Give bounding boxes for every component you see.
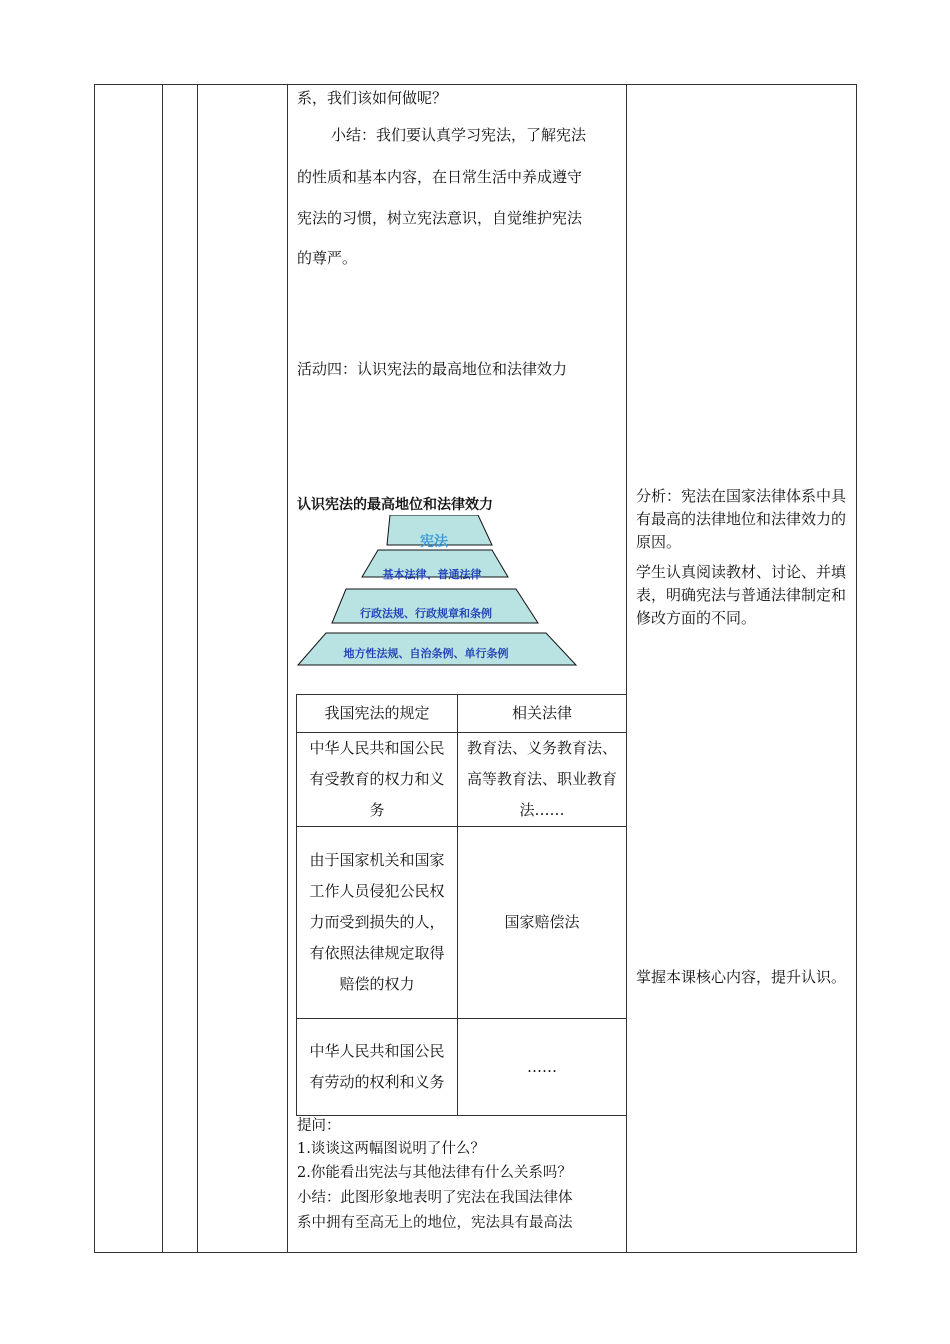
activity-four-heading: 活动四：认识宪法的最高地位和法律效力 <box>297 360 568 378</box>
column-divider-1 <box>162 84 163 1253</box>
summary-line-2: 的性质和基本内容，在日常生活中养成遵守 <box>297 168 583 186</box>
table-header-row <box>297 695 627 733</box>
column-divider-3 <box>287 84 288 1253</box>
conclusion-line-1: 小结：此图形象地表明了宪法在我国法律体 <box>297 1190 573 1206</box>
table-cell-law: …… <box>458 1019 627 1116</box>
conclusion-line-2: 系中拥有至高无上的地位，宪法具有最高法 <box>297 1215 573 1231</box>
continued-line: 系，我们该如何做呢？ <box>297 89 448 107</box>
table-row <box>297 827 627 1019</box>
questions-label: 提问： <box>297 1118 341 1134</box>
pyramid-label-2: 基本法律、普通法律 <box>382 568 482 581</box>
column-divider-2 <box>197 84 198 1253</box>
diagram-title: 认识宪法的最高地位和法律效力 <box>297 497 493 513</box>
study-note: 学生认真阅读教材、讨论、并填表，明确宪法与普通法律制定和修改方面的不同。 <box>636 563 847 627</box>
table-cell-provision: 中华人民共和国公民有劳动的权利和义务 <box>297 1019 458 1116</box>
law-hierarchy-pyramid <box>296 515 578 669</box>
analysis-note: 分析：宪法在国家法律体系中具有最高的法律地位和法律效力的原因。 <box>636 487 847 551</box>
table-row <box>297 1019 627 1116</box>
summary-line-3: 宪法的习惯，树立宪法意识，自觉维护宪法 <box>297 209 583 227</box>
core-note: 掌握本课核心内容，提升认识。 <box>636 968 847 986</box>
table-cell-provision: 中华人民共和国公民有受教育的权力和义务 <box>297 733 458 827</box>
pyramid-label-1: 宪法 <box>420 534 448 550</box>
table-row <box>297 733 627 827</box>
constitution-law-table <box>296 694 627 1116</box>
table-cell-law: 教育法、义务教育法、高等教育法、职业教育法…… <box>458 733 627 827</box>
table-cell-provision: 由于国家机关和国家工作人员侵犯公民权力而受到损失的人，有依照法律规定取得赔偿的权力 <box>297 827 458 1019</box>
question-1: 1.谈谈这两幅图说明了什么？ <box>297 1141 485 1157</box>
table-header-provision: 我国宪法的规定 <box>297 695 458 733</box>
question-2: 2.你能看出宪法与其他法律有什么关系吗？ <box>297 1165 572 1181</box>
table-cell-law: 国家赔偿法 <box>458 827 627 1019</box>
summary-line-1: 小结：我们要认真学习宪法，了解宪法 <box>331 126 587 144</box>
pyramid-label-3: 行政法规、行政规章和条例 <box>360 607 492 620</box>
table-header-related-law: 相关法律 <box>458 695 627 733</box>
summary-line-4: 的尊严。 <box>297 249 358 267</box>
pyramid-label-4: 地方性法规、自治条例、单行条例 <box>343 647 509 660</box>
